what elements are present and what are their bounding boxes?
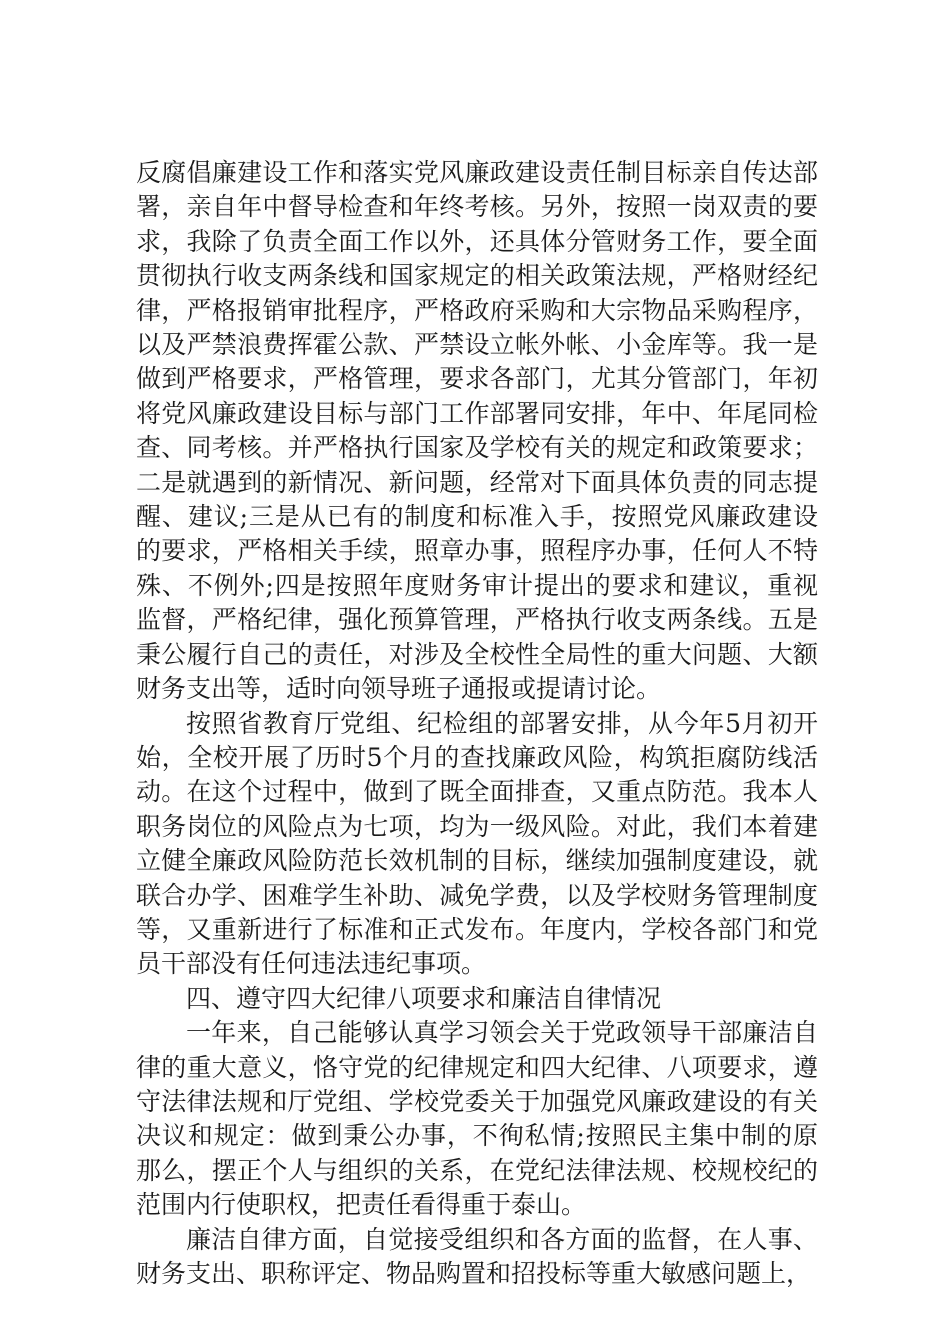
section-heading: 四、遵守四大纪律八项要求和廉洁自律情况	[186, 983, 662, 1013]
document-body	[136, 156, 818, 1291]
paragraph-continuation: 反腐倡廉建设工作和落实党风廉政建设责任制目标亲自传达部署，亲自年中督导检查和年终考核。另外，按照一岗双责的要求，我除了负责全面工作以外，还具体分管财务工作，要全面贯彻执行收支两条线和国家规定的相关政策法规，严格财经纪律，严格报销审批程序，严格政府采购和大宗物品采购程序，以及严禁浪费挥霍公款、严禁设立帐外帐、小金库等。我一是做到严格要求，严格管理，要求各部门，尤其分管部门，年初将党风廉政建设目标与部门工作部署同安排，年中、年尾同检查、同考核。并严格执行国家及学校有关的规定和政策要求；二是就遇到的新情况、新问题，经常对下面具体负责的同志提醒、建议;三是从已有的制度和标准入手，按照党风廉政建设的要求，严格相关手续，照章办事，照程序办事，任何人不特殊、不例外;四是按照年度财务审计提出的要求和建议，重视监督，严格纪律，强化预算管理，严格执行收支两条线。五是秉公履行自己的责任，对涉及全校性全局性的重大问题、大额财务支出等，适时向领导班子通报或提请讨论。	[136, 158, 818, 704]
paragraph-risk-prevention: 按照省教育厅党组、纪检组的部署安排，从今年5月初开始，全校开展了历时5个月的查找廉政风险，构筑拒腐防线活动。在这个过程中，做到了既全面排查，又重点防范。我本人职务岗位的风险点为七项，均为一级风险。对此，我们本着建立健全廉政风险防范长效机制的目标，继续加强制度建设，就联合办学、困难学生补助、减免学费，以及学校财务管理制度等，又重新进行了标准和正式发布。年度内，学校各部门和党员干部没有任何违法违纪事项。	[136, 708, 818, 979]
paragraph-self-discipline: 一年来，自己能够认真学习领会关于党政领导干部廉洁自律的重大意义，恪守党的纪律规定和四大纪律、八项要求，遵守法律法规和厅党组、学校党委关于加强党风廉政建设的有关决议和规定：做到秉公办事，不徇私情;按照民主集中制的原那么，摆正个人与组织的关系，在党纪法律法规、校规校纪的范围内行使职权，把责任看得重于泰山。	[136, 1018, 818, 1220]
paragraph-supervision: 廉洁自律方面，自觉接受组织和各方面的监督，在人事、财务支出、职称评定、物品购置和招投标等重大敏感问题上，	[136, 1224, 818, 1288]
